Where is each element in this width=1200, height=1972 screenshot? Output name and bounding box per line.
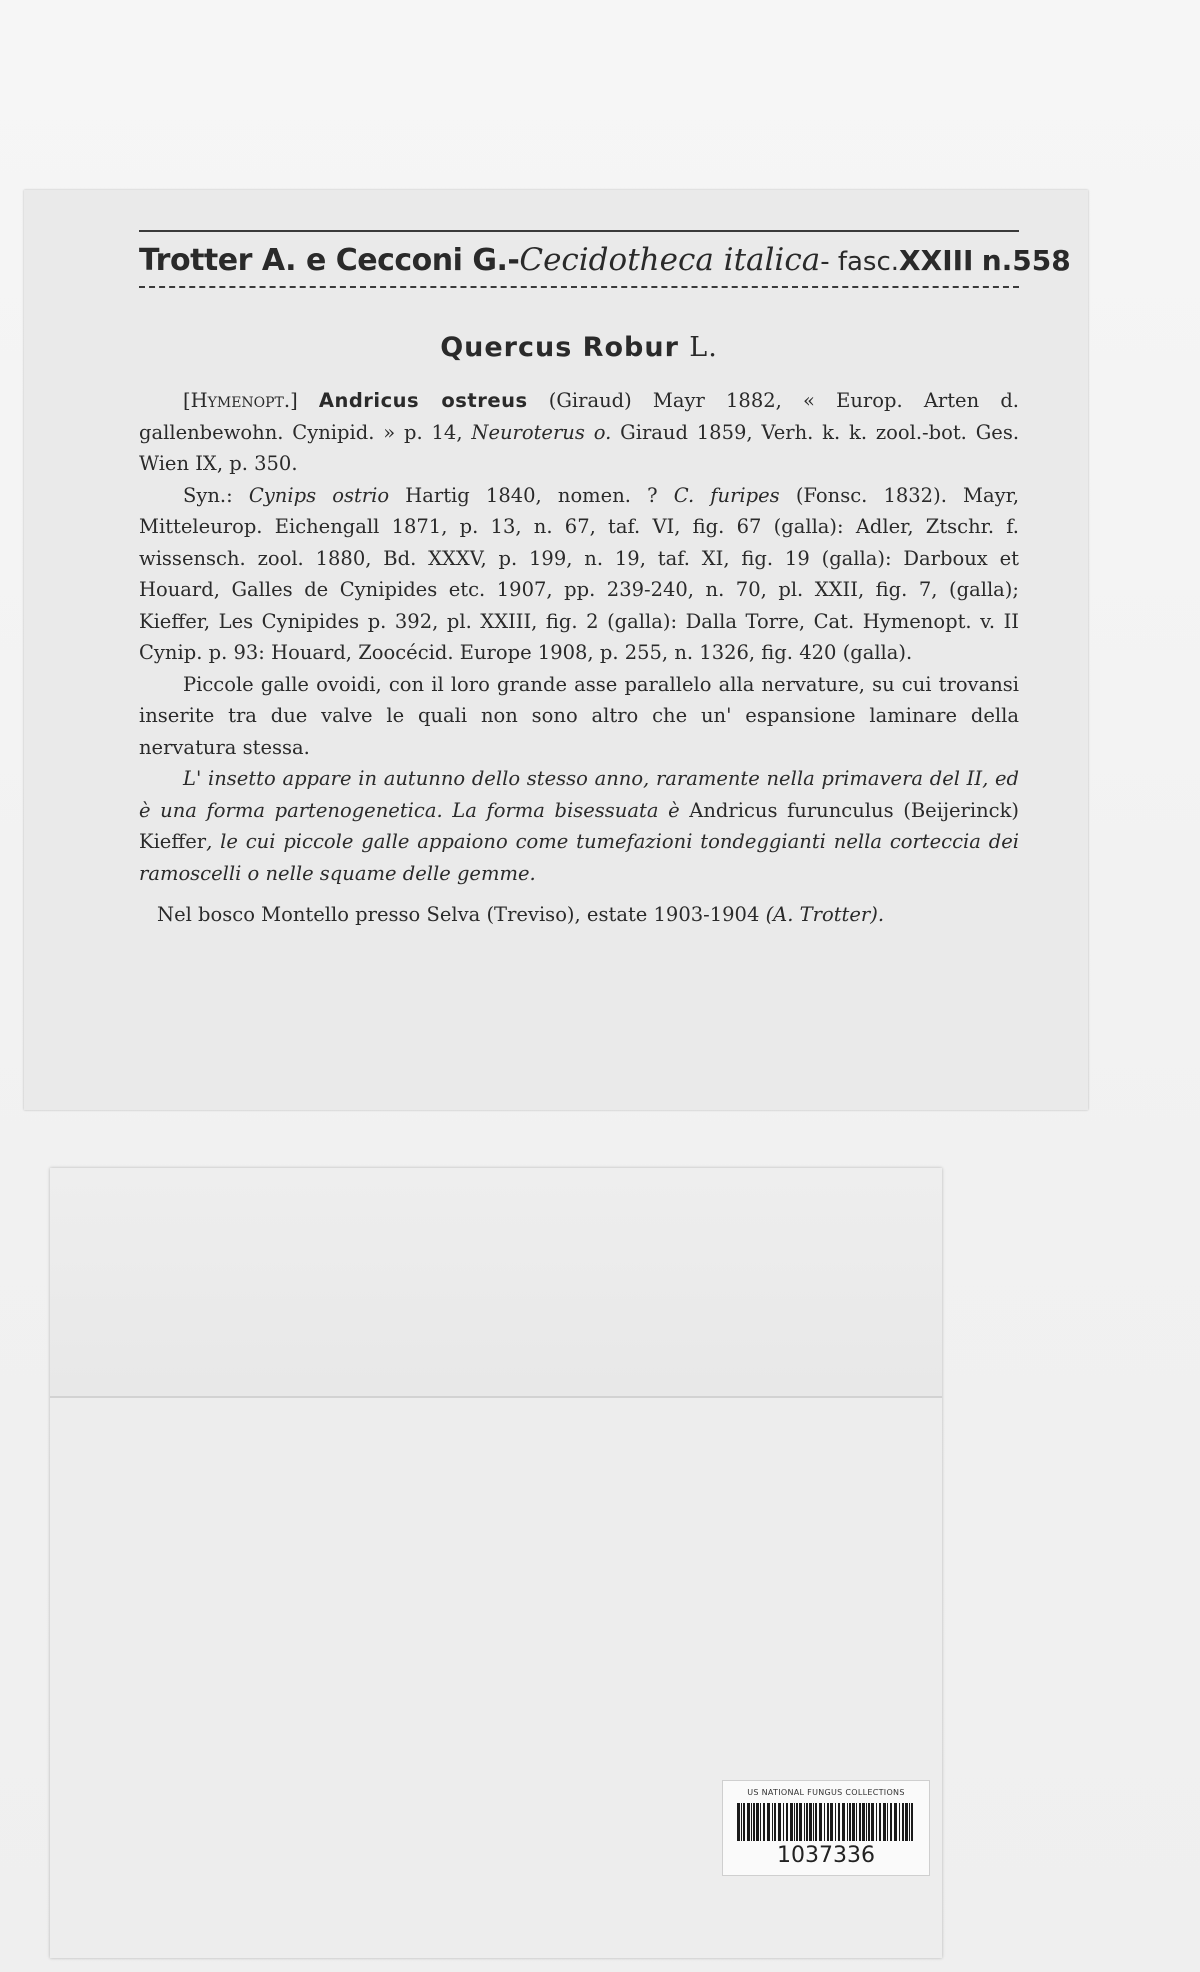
- barcode-bar: [899, 1803, 900, 1841]
- barcode-bar: [827, 1803, 829, 1841]
- header-series-title: Cecidotheca italica: [519, 242, 821, 278]
- barcode-bar: [871, 1803, 874, 1841]
- barcode-bar: [756, 1803, 759, 1841]
- gall-description: Piccole galle ovoidi, con il loro grande asse parallelo alla nervature, su cui trovansi inserite tra due valve le quali non sono altro che un' espansione laminare della nervatura stessa.: [139, 672, 1019, 759]
- insect-order: [Hymenopt.]: [183, 389, 298, 412]
- packet-flap: [50, 1168, 942, 1398]
- barcode-bar: [830, 1803, 833, 1841]
- barcode-bar: [902, 1803, 904, 1841]
- barcode-bar: [866, 1803, 867, 1841]
- barcode-bar: [847, 1803, 848, 1841]
- barcode-bar: [905, 1803, 908, 1841]
- barcode-bar: [774, 1803, 776, 1841]
- synonymy-text-1: Hartig 1840, nomen. ?: [405, 483, 658, 507]
- barcode-bar: [859, 1803, 861, 1841]
- biology-note: [139, 763, 1019, 889]
- barcode-bar: [786, 1803, 788, 1841]
- barcode-bar: [887, 1803, 888, 1841]
- gall-species: Andricus ostreus: [318, 389, 528, 412]
- barcode-bar: [842, 1803, 845, 1841]
- barcode-bars: [737, 1803, 915, 1841]
- biology-text-2: , le cui piccole galle appaiono come tumefazioni tondeggianti nella corteccia dei ramoscelli o nelle squame delle gemme.: [139, 830, 1019, 885]
- barcode-bar: [790, 1803, 793, 1841]
- species-citation: (Giraud) Mayr 1882, « Europ. Arten d. gallenbewohn. Cynipid. » p. 14,: [139, 389, 1020, 444]
- species-paragraph: [139, 385, 1019, 480]
- barcode-bar: [883, 1803, 886, 1841]
- synonym-1: Cynips ostrio: [248, 483, 390, 507]
- barcode-bar: [741, 1803, 742, 1841]
- barcode-header: US NATIONAL FUNGUS COLLECTIONS: [747, 1788, 905, 1797]
- barcode-bar: [879, 1803, 881, 1841]
- specimen-label: [24, 190, 1088, 1110]
- barcode-bar: [737, 1803, 740, 1841]
- barcode-bar: [890, 1803, 892, 1841]
- barcode-bar: [760, 1803, 761, 1841]
- barcode-bar: [783, 1803, 784, 1841]
- barcode-bar: [794, 1803, 795, 1841]
- barcode-bar: [868, 1803, 870, 1841]
- barcode-bar: [806, 1803, 808, 1841]
- header-specimen-number: n.558: [981, 244, 1071, 277]
- barcode-bar: [804, 1803, 805, 1841]
- locality-line: [139, 899, 1019, 931]
- host-author: L.: [689, 332, 718, 363]
- barcode-label: [722, 1780, 930, 1876]
- synonymy-references: (Fonsc. 1832). Mayr, Mitteleurop. Eichengall 1871, p. 13, n. 67, taf. VI, fig. 67 (galla): Adler, Ztschr. f. wissensch. zool. 1880, Bd. XXXV, p. 199, n. 19, taf. XI, fig. 19 (galla): Darboux et Houard, Galles de Cynipides etc. 1907, pp. 239-240, n. 70, pl. XXII, fig. 7, (galla); Kieffer, Les Cynipides p. 392, pl. XXIII, fig. 2 (galla): Dalla Torre, Cat. Hymenopt. v. II Cynip. p. 93: Houard, Zoocécid. Europe 1908, p. 255, n. 1326, fig. 420 (galla).: [139, 483, 1020, 664]
- host-name: Quercus Robur: [440, 332, 679, 363]
- barcode-bar: [763, 1803, 765, 1841]
- barcode-bar: [767, 1803, 770, 1841]
- species-citation-2: Giraud 1859, Verh. k. k. zool.-bot. Ges. Wien IX, p. 350.: [139, 420, 1020, 475]
- barcode-bar: [753, 1803, 755, 1841]
- synonymy-paragraph: [139, 480, 1019, 669]
- header-rule-bottom: [139, 286, 1019, 288]
- header-fascicle: [820, 244, 1071, 277]
- barcode-bar: [747, 1803, 750, 1841]
- barcode-bar: [838, 1803, 840, 1841]
- barcode-bar: [751, 1803, 752, 1841]
- barcode-bar: [743, 1803, 745, 1841]
- header-fasc-prefix: - fasc.: [820, 247, 900, 277]
- synonym-2: C. furipes: [673, 483, 780, 507]
- barcode-bar: [799, 1803, 802, 1841]
- bisexual-form-name: Andricus furunculus (Beijerinck) Kieffer: [139, 798, 1019, 853]
- locality-text: Nel bosco Montello presso Selva (Treviso), estate 1903-1904: [157, 903, 760, 926]
- barcode-bar: [815, 1803, 817, 1841]
- barcode-bar: [876, 1803, 877, 1841]
- barcode-bar: [894, 1803, 897, 1841]
- barcode-bar: [852, 1803, 855, 1841]
- barcode-bar: [772, 1803, 773, 1841]
- barcode-number: 1037336: [777, 1843, 875, 1868]
- biology-text-1: L' insetto appare in autunno dello stesso anno, raramente nella primavera del II, ed è una forma partenogenetica. La forma bisessuata è: [139, 767, 1019, 822]
- barcode-bar: [809, 1803, 812, 1841]
- species-synonym: Neuroterus o.: [471, 420, 612, 444]
- barcode-bar: [856, 1803, 857, 1841]
- barcode-bar: [778, 1803, 781, 1841]
- barcode-bar: [813, 1803, 814, 1841]
- syn-label: Syn.:: [183, 483, 233, 507]
- collector: (A. Trotter).: [765, 903, 885, 926]
- label-header: [139, 232, 1071, 286]
- barcode-bar: [911, 1803, 913, 1841]
- header-authors: Trotter A. e Cecconi G.-: [139, 243, 520, 278]
- host-plant: [139, 332, 1019, 363]
- barcode-bar: [909, 1803, 910, 1841]
- barcode-bar: [819, 1803, 822, 1841]
- barcode-bar: [835, 1803, 836, 1841]
- label-content: [139, 230, 1071, 931]
- barcode-bar: [862, 1803, 865, 1841]
- barcode-bar: [796, 1803, 798, 1841]
- header-fasc-number: XXIII: [899, 244, 974, 277]
- barcode-bar: [824, 1803, 825, 1841]
- barcode-bar: [849, 1803, 851, 1841]
